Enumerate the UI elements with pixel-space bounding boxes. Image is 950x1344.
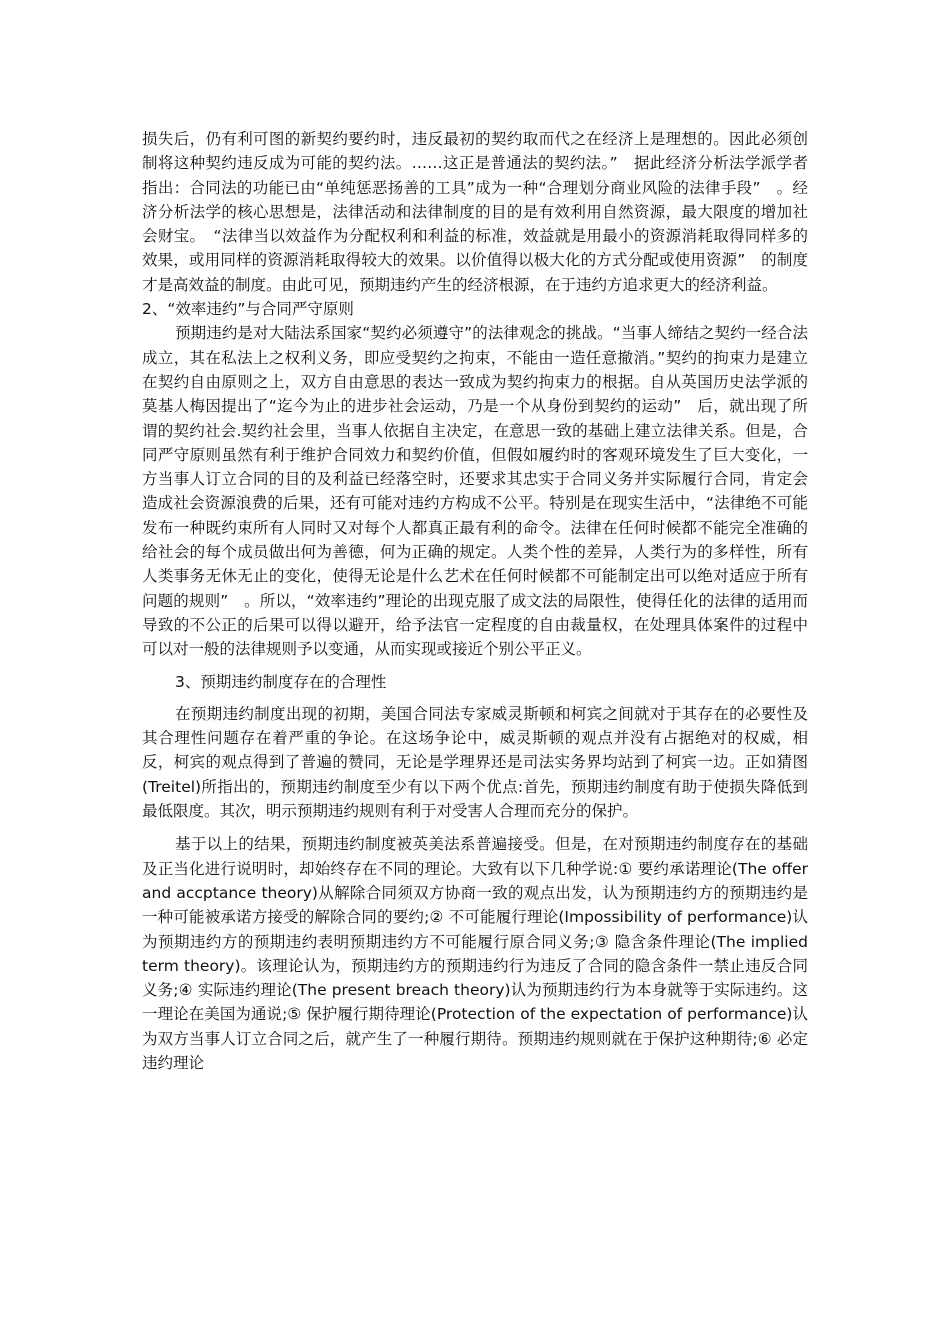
paragraph-theories: 基于以上的结果，预期违约制度被英美法系普遍接受。但是，在对预期违约制度存在的基础及正当化进行说明时，却始终存在不同的理论。大致有以下几种学说:① 要约承诺理论(The offer and accptance theory)从解除合同须双方协商一致的观点出发，认为预期违约方的预期违约是一种可能被承诺方接受的解除合同的要约;② 不可能履行理论(Impossibility of performance)认为预期违约方的预期违约表明预期违约方不可能履行原合同义务;③ 隐含条件理论(The implied term theory)。该理论认为，预期违约方的预期违约行为违反了合同的隐含条件一禁止违反合同义务;④ 实际违约理论(The present breach theory)认为预期违约行为本身就等于实际违约。这一理论在美国为通说;⑤ 保护履行期待理论(Protection of the expectation of performance)认为双方当事人订立合同之后，就产生了一种履行期待。预期违约规则就在于保护这种期待;⑥ 必定违约理论 [142,835,808,1072]
paragraph-economic-analysis: 损失后，仍有利可图的新契约要约时，违反最初的契约取而代之在经济上是理想的。因此必须创制将这种契约违反成为可能的契约法。……这正是普通法的契约法。” 据此经济分析法学派学者指出：合同法的功能已由“单纯惩恶扬善的工具”成为一种“合理划分商业风险的法律手段” 。经济分析法学的核心思想是，法律活动和法律制度的目的是有效利用自然资源，最大限度的增加社会财宝。 “法律当以效益作为分配权利和利益的标准，效益就是用最小的资源消耗取得同样多的效果，或用同样的资源消耗取得较大的效果。以价值得以极大化的方式分配或使用资源” 的制度才是高效益的制度。由此可见，预期违约产生的经济根源，在于违约方追求更大的经济利益。 [142,130,808,294]
section-heading-efficiency-breach: 2、“效率违约”与合同严守原则 [142,300,354,319]
section-heading-rationality: 3、预期违约制度存在的合理性 [175,672,387,691]
paragraph-efficiency-breach: 预期违约是对大陆法系国家“契约必须遵守”的法律观念的挑战。“当事人缔结之契约一经合法成立，其在私法上之权利义务，即应受契约之拘束，不能由一造任意撤消。”契约的拘束力是建立在契约自由原则之上，双方自由意思的表达一致成为契约拘束力的根据。自从英国历史法学派的莫基人梅因提出了“迄今为止的进步社会运动，乃是一个从身份到契约的运动” 后，就出现了所谓的契约社会.契约社会里，当事人依据自主决定，在意思一致的基础上建立法律关系。但是，合同严守原则虽然有利于维护合同效力和契约价值，但假如履约时的客观环境发生了巨大变化，一方当事人订立合同的目的及利益已经落空时，还要求其忠实于合同义务并实际履行合同，肯定会造成社会资源浪费的后果，还有可能对违约方构成不公平。特别是在现实生活中，“法律绝不可能发布一种既约束所有人同时又对每个人都真正最有利的命令。法律在任何时候都不能完全准确的给社会的每个成员做出何为善德，何为正确的规定。人类个性的差异，人类行为的多样性，所有人类事务无休无止的变化，使得无论是什么艺术在任何时候都不可能制定出可以绝对适应于所有问题的规则” 。所以，“效率违约”理论的出现克服了成文法的局限性，使得任化的法律的适用而导致的不公正的后果可以得以避开，给予法官一定程度的自由裁量权，在处理具体案件的过程中可以对一般的法律规则予以变通，从而实现或接近个别公平正义。 [142,324,808,659]
document-page [142,127,808,1075]
paragraph-rationality: 在预期违约制度出现的初期，美国合同法专家威灵斯顿和柯宾之间就对于其存在的必要性及其合理性问题存在着严重的争论。在这场争论中，威灵斯顿的观点并没有占据绝对的权威，相反，柯宾的观点得到了普遍的赞同，无论是学理界还是司法实务界均站到了柯宾一边。正如猜图(Treitel)所指出的，预期违约制度至少有以下两个优点:首先，预期违约制度有助于使损失降低到最低限度。其次，明示预期违约规则有利于对受害人合理而充分的保护。 [142,704,808,821]
